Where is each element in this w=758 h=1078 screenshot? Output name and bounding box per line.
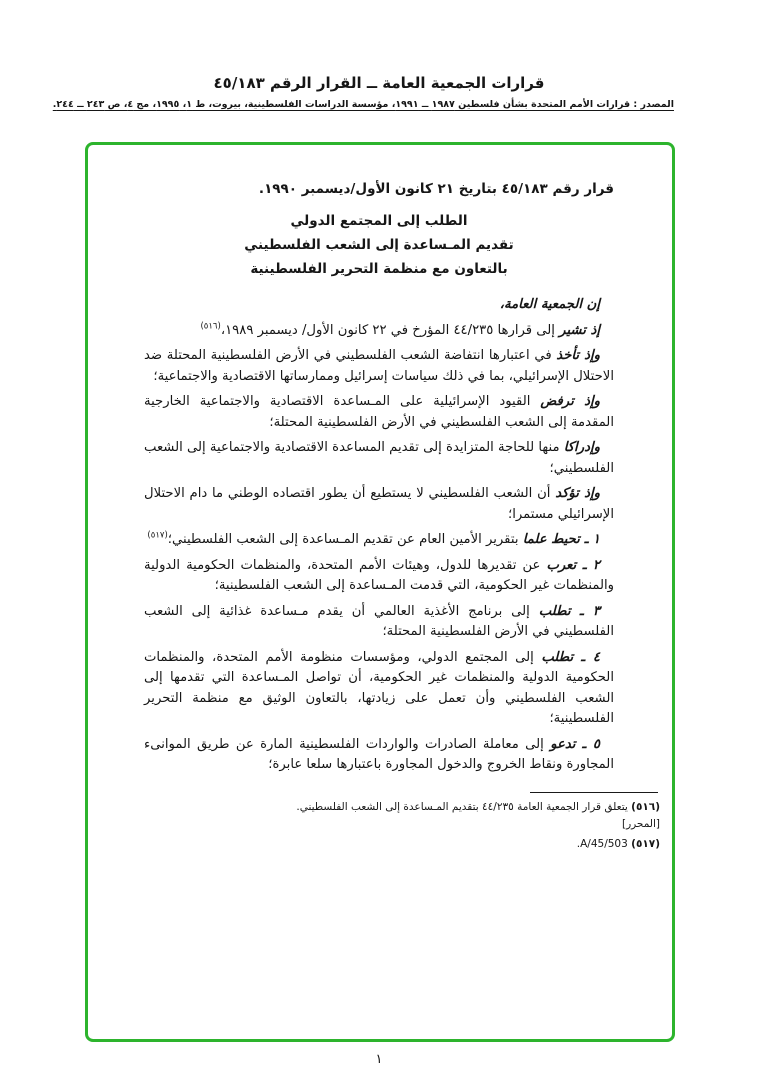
paragraph-text: أن الشعب الفلسطيني لا يستطيع أن يطور اقتصاده الوطني ما دام الاحتلال الإسرائيلي مستمرا؛ <box>144 486 614 522</box>
footnote-text: يتعلق قرار الجمعية العامة ٤٤/٢٣٥ بتقديم المـساعدة إلى الشعب الفلسطيني. [المحرر] <box>296 800 660 830</box>
subtitle-line: الطلب إلى المجتمع الدولي <box>290 213 468 229</box>
paragraph <box>144 530 614 551</box>
subtitle-line: تقديم المـساعدة إلى الشعب الفلسطيني <box>244 237 514 253</box>
paragraph-text: إلى معاملة الصادرات والواردات الفلسطينية المارة عن طريق الموانىء المجاورة ونقاط الخروج والدخول المجاورة باعتبارها سلعا عابرة؛ <box>144 736 614 772</box>
paragraph <box>144 346 614 387</box>
paragraph <box>144 295 614 316</box>
footnote-marker: (٥١٦) <box>631 800 660 813</box>
source-line: المصدر : قرارات الأمم المتحدة بشأن فلسطين ١٩٨٧ ــ ١٩٩١، مؤسسة الدراسات الفلسطينية، بيروت، ط ١، ١٩٩٥، مج ٤، ص ٢٤٣ ــ ٢٤٤. <box>52 99 674 110</box>
paragraph-lead: وإدراكا <box>563 440 600 455</box>
paragraph-lead: ٤ ـ تطلب <box>541 649 600 665</box>
paragraph-text: في اعتبارها انتفاضة الشعب الفلسطيني في الأرض الفلسطينية المحتلة ضد الاحتلال الإسرائيلي، بما في ذلك سياسات إسرائيل وممارساتها الاقتصادية والاجتماعية؛ <box>144 348 614 384</box>
footnote-marker: (٥١٧) <box>631 837 660 850</box>
footnote-ref: (٥١٧) <box>147 530 168 541</box>
page-header <box>0 74 758 110</box>
resolution-body <box>144 295 614 776</box>
subtitle-line: بالتعاون مع منظمة التحرير الفلسطينية <box>250 261 508 277</box>
paragraph-text: إلى برنامج الأغذية العالمي أن يقدم مـساعدة غذائية إلى الشعب الفلسطيني في الأرض الفلسطينية المحتلة؛ <box>144 603 614 639</box>
paragraph <box>144 735 614 776</box>
paragraph-lead: إذ تشير <box>559 322 600 338</box>
paragraph-text: القيود الإسرائيلية على المـساعدة الاقتصادية والاجتماعية الخارجية المقدمة إلى الشعب الفلسطيني في الأرض الفلسطينية المحتلة؛ <box>144 394 614 430</box>
paragraph <box>144 556 614 597</box>
paragraph <box>144 484 614 525</box>
resolution-frame <box>85 142 675 1042</box>
footnote <box>282 836 660 853</box>
paragraph-lead: وإذ ترفض <box>540 394 601 409</box>
resolution-subtitle <box>144 209 614 281</box>
paragraph-lead: ٣ ـ تطلب <box>538 603 600 619</box>
page-number: ١ <box>375 1052 383 1067</box>
document-title: قرارات الجمعية العامة ــ القرار الرقم ٤٥/١٨٣ <box>213 74 545 92</box>
paragraph-lead: ١ ـ تحيط علما <box>522 532 600 547</box>
paragraph-lead: إن الجمعية العامة، <box>499 297 600 312</box>
footnotes-section <box>282 792 660 853</box>
paragraph-text: إلى المجتمع الدولي، ومؤسسات منظومة الأمم المتحدة، والمنظمات الحكومية الدولية والمنظمات غير الحكومية، أن تواصل المـساعدة التي تقدمها إلى الشعب الفلسطيني وأن تعمل على زيادتها، بالتعاون الوثيق مع منظمة التحرير الفلسطينية؛ <box>144 649 614 726</box>
footnote-ref: (٥١٦) <box>200 321 221 332</box>
paragraph <box>144 321 614 342</box>
paragraph-text: إلى قرارها ٤٤/٢٣٥ المؤرخ في ٢٢ كانون الأول/ ديسمبر ١٩٨٩، <box>220 322 560 338</box>
paragraph-lead: وإذ تأخذ <box>556 348 600 363</box>
footnote-text: A/45/503. <box>576 837 628 850</box>
paragraph <box>144 438 614 479</box>
paragraph <box>144 648 614 730</box>
paragraph-text: عن تقديرها للدول، وهيئات الأمم المتحدة، والمنظمات الحكومية الدولية والمنظمات غير الحكومية، التي قدمت المـساعدة إلى الشعب الفلسطينية؛ <box>144 557 614 593</box>
paragraph-lead: وإذ تؤكد <box>555 486 601 501</box>
paragraph <box>144 602 614 643</box>
paragraph-lead: ٥ ـ تدعو <box>550 736 600 752</box>
footnote <box>282 799 660 833</box>
paragraph-text: منها للحاجة المتزايدة إلى تقديم المساعدة الاقتصادية والاجتماعية إلى الشعب الفلسطيني؛ <box>144 440 614 476</box>
paragraph <box>144 392 614 433</box>
footnote-divider <box>530 792 658 793</box>
resolution-title-line: قرار رقم ٤٥/١٨٣ بتاريخ ٢١ كانون الأول/ديسمبر ١٩٩٠. <box>258 181 614 197</box>
paragraph-lead: ٢ ـ تعرب <box>546 557 600 573</box>
paragraph-text: بتقرير الأمين العام عن تقديم المـساعدة إلى الشعب الفلسطيني؛ <box>167 532 523 547</box>
